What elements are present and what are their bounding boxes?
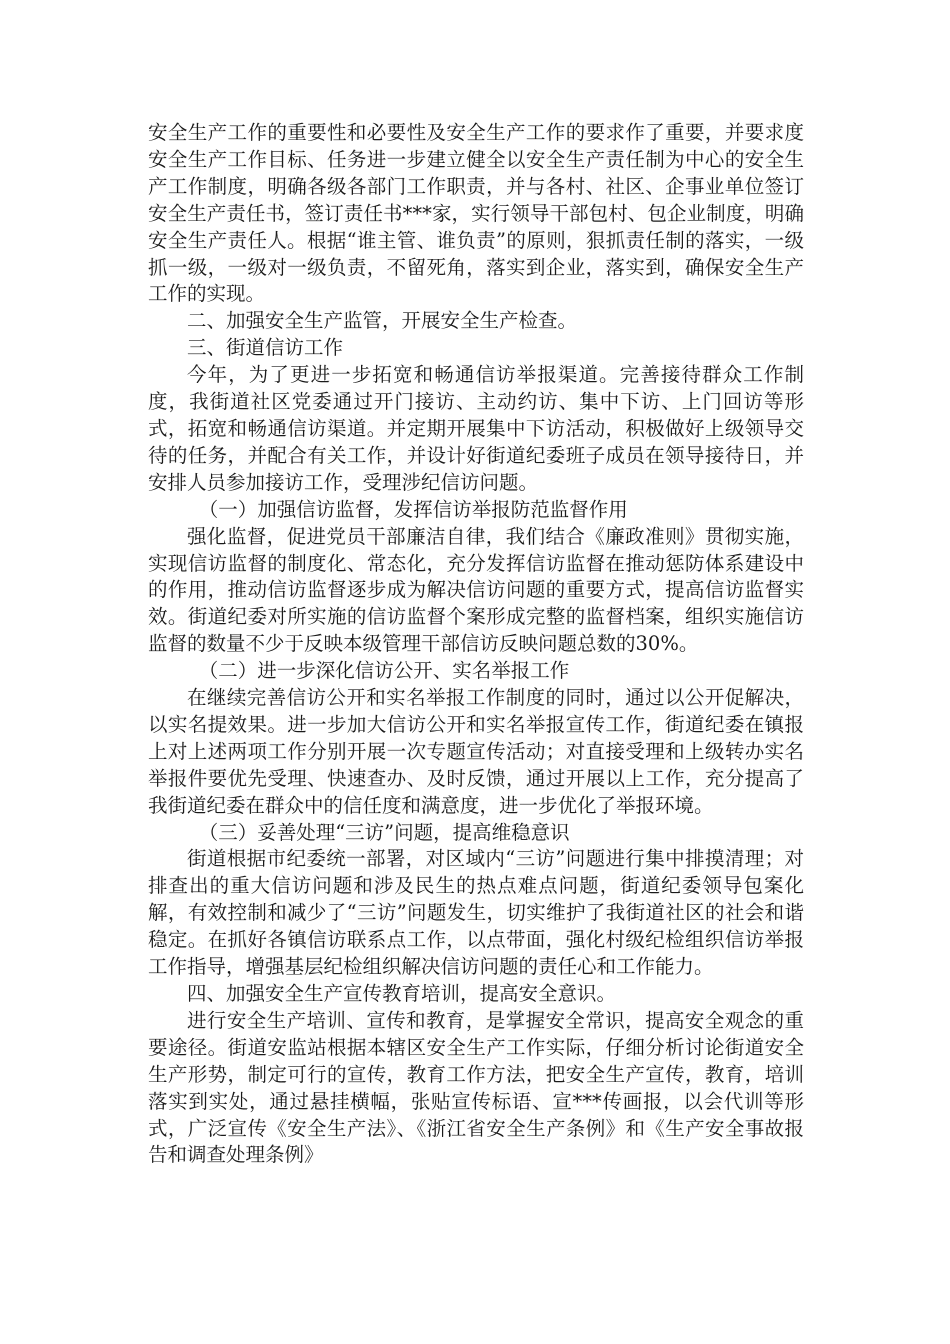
paragraph-public-reporting: 在继续完善信访公开和实名举报工作制度的同时，通过以公开促解决，以实名提效果。进一步加大信访公开和实名举报宣传工作，街道纪委在镇报上对上述两项工作分别开展一次专题宣传活动；对直接受理和上级转办实名举报件要优先受理、快速查办、及时反馈，通过开展以上工作，充分提高了我街道纪委在群众中的信任度和满意度，进一步优化了举报环境。 — [148, 686, 804, 817]
document-page — [148, 120, 804, 1169]
heading-section-3: 三、街道信访工作 — [187, 336, 344, 360]
paragraph-petition-supervision: 强化监督，促进党员干部廉洁自律，我们结合《廉政准则》贯彻实施，实现信访监督的制度化、常态化，充分发挥信访监督在推动惩防体系建设中的作用，推动信访监督逐步成为解决信访问题的重要方式，提高信访监督实效。街道纪委对所实施的信访监督个案形成完整的监督档案，组织实施信访监督的数量不少于反映本级管理干部信访反映问题总数的30%。 — [148, 524, 804, 656]
heading-section-4: 四、加强安全生产宣传教育培训，提高安全意识。 — [187, 982, 617, 1005]
paragraph-three-visits: 街道根据市纪委统一部署，对区域内“三访”问题进行集中排摸清理；对排查出的重大信访问题和涉及民生的热点难点问题，街道纪委领导包案化解，有效控制和减少了“三访”问题发生，切实维护了我街道社区的社会和谐稳定。在抓好各镇信访联系点工作，以点带面，强化村级纪检组织信访举报工作指导，增强基层纪检组织解决信访问题的责任心和工作能力。 — [148, 847, 804, 979]
subheading-3-1: （一）加强信访监督，发挥信访举报防范监督作用 — [198, 497, 628, 521]
paragraph-petition-channels: 今年，为了更进一步拓宽和畅通信访举报渠道。完善接待群众工作制度，我街道社区党委通过开门接访、主动约访、集中下访、上门回访等形式，拓宽和畅通信访渠道。并定期开展集中下访活动，积极做好上级领导交待的任务，并配合有关工作，并设计好街道纪委班子成员在领导接待日，并安排人员参加接访工作，受理涉纪信访问题。 — [148, 363, 804, 494]
heading-section-2: 二、加强安全生产监管，开展安全生产检查。 — [187, 309, 578, 333]
subheading-3-2: （二）进一步深化信访公开、实名举报工作 — [198, 659, 570, 683]
paragraph-safety-training: 进行安全生产培训、宣传和教育，是掌握安全常识，提高安全观念的重要途径。街道安监站根据本辖区安全生产工作实际，仔细分析讨论街道安全生产形势，制定可行的宣传，教育工作方法，把安全生产宣传，教育，培训落实到实处，通过悬挂横幅，张贴宣传标语、宣***传画报，以会代训等形式，广泛宣传《安全生产法》、《浙江省安全生产条例》和《生产安全事故报告和调查处理条例》 — [148, 1008, 804, 1167]
subheading-3-3: （三）妥善处理“三访”问题，提高维稳意识 — [198, 820, 570, 844]
paragraph-responsibility-system: 安全生产工作的重要性和必要性及安全生产工作的要求作了重要，并要求度安全生产工作目标、任务进一步建立健全以安全生产责任制为中心的安全生产工作制度，明确各级各部门工作职责，并与各村、社区、企事业单位签订安全生产责任书，签订责任书***家，实行领导干部包村、包企业制度，明确安全生产责任人。根据“谁主管、谁负责”的原则，狠抓责任制的落实，一级抓一级，一级对一级负责，不留死角，落实到企业，落实到，确保安全生产工作的实现。 — [148, 121, 804, 306]
